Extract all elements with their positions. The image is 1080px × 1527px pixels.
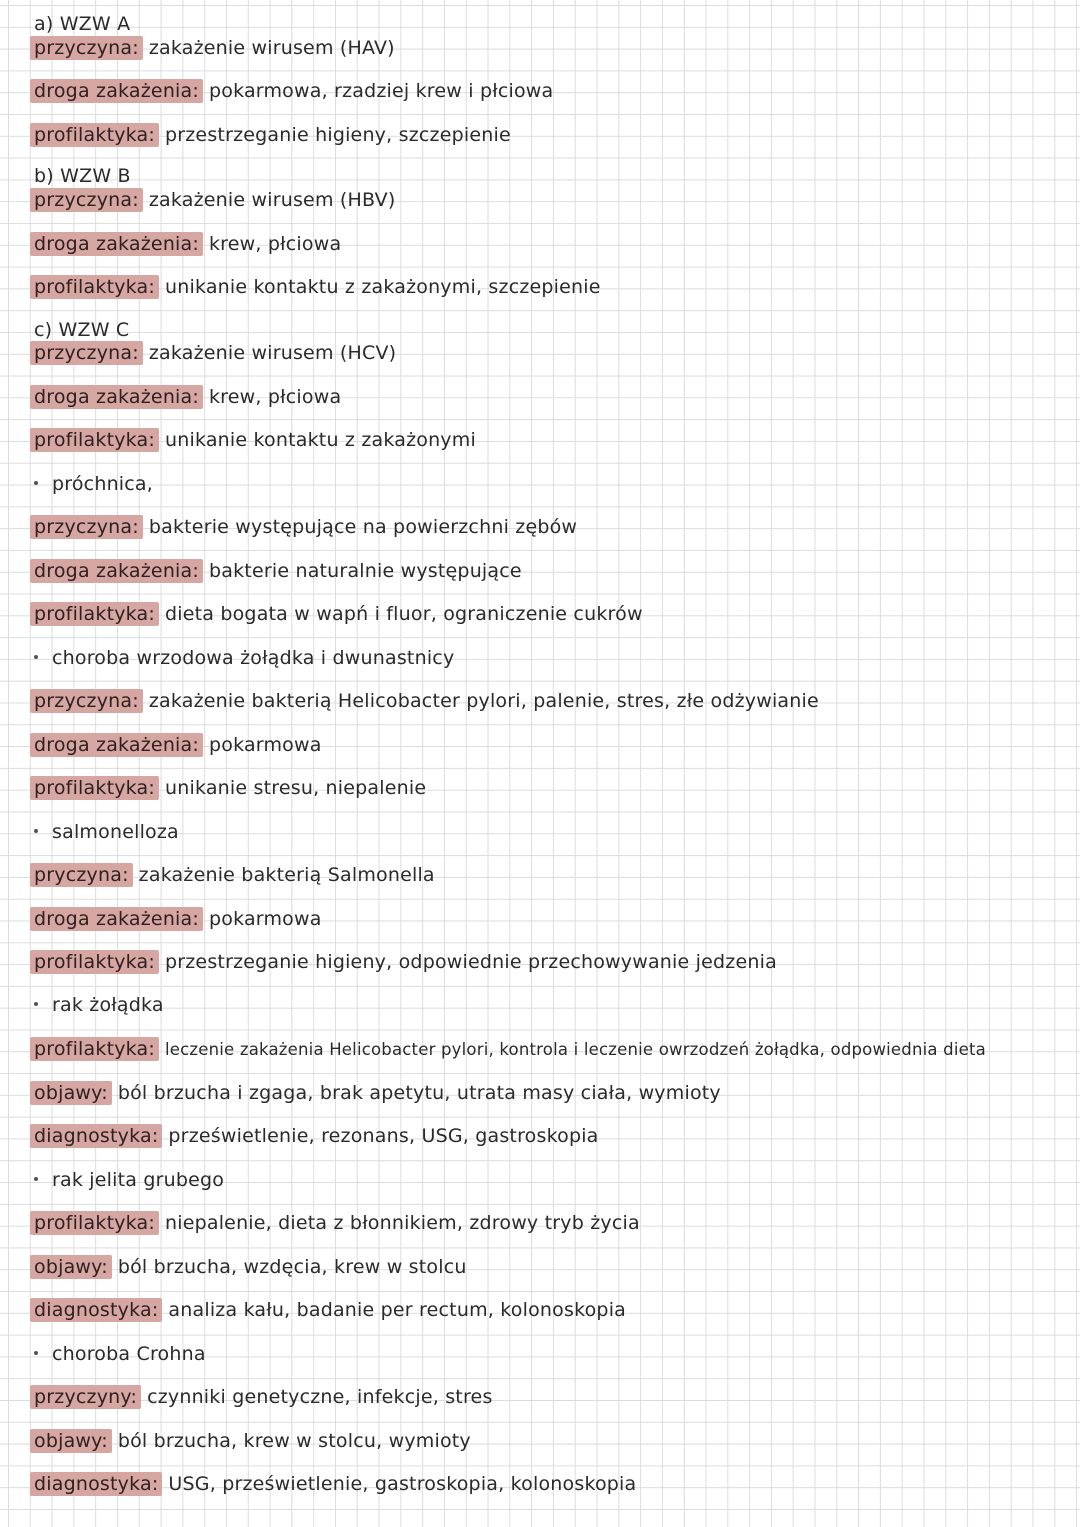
value-text: bakterie naturalnie występujące (208, 560, 522, 582)
value-text: zakażenie wirusem (HBV) (148, 189, 396, 211)
heading-choroba-crohna (30, 1341, 206, 1367)
value-text: ból brzucha i zgaga, brak apetytu, utrata masy ciała, wymioty (117, 1082, 721, 1104)
bullet-title: rak żołądka (52, 994, 164, 1016)
row-przyczyna (30, 35, 395, 61)
row-przyczyna (30, 688, 819, 714)
bullet-title: choroba Crohna (52, 1343, 206, 1365)
row-profilaktyka (30, 274, 601, 300)
value-text: pokarmowa (208, 908, 322, 930)
row-objawy (30, 1080, 721, 1106)
label-profilaktyka: profilaktyka: (30, 1037, 159, 1061)
value-text: zakażenie bakterią Helicobacter pylori, palenie, stres, złe odżywianie (148, 690, 819, 712)
value-text: zakażenie wirusem (HCV) (148, 342, 397, 364)
label-diagnostyka: diagnostyka: (30, 1472, 162, 1496)
label-profilaktyka: profilaktyka: (30, 275, 159, 299)
value-text: USG, prześwietlenie, gastroskopia, kolonoskopia (168, 1473, 637, 1495)
row-droga-zakazenia (30, 78, 553, 104)
value-text: unikanie stresu, niepalenie (164, 777, 427, 799)
value-text: bakterie występujące na powierzchni zębów (148, 516, 578, 538)
label-przyczyny: przyczyny: (30, 1385, 141, 1409)
label-przyczyna: przyczyna: (30, 36, 143, 60)
value-text: unikanie kontaktu z zakażonymi (164, 429, 476, 451)
heading-wzw-c: c) WZW C (34, 319, 130, 341)
label-droga-zakazenia: droga zakażenia: (30, 907, 203, 931)
value-text: zakażenie bakterią Salmonella (138, 864, 435, 886)
label-przyczyna: przyczyna: (30, 689, 143, 713)
label-droga-zakazenia: droga zakażenia: (30, 733, 203, 757)
value-text: krew, płciowa (208, 233, 342, 255)
row-diagnostyka (30, 1471, 636, 1497)
label-przyczyna: pryczyna: (30, 863, 133, 887)
heading-rak-jelita-grubego (30, 1167, 224, 1193)
row-przyczyna (30, 514, 577, 540)
row-profilaktyka (30, 949, 777, 975)
value-text: przestrzeganie higieny, szczepienie (164, 124, 511, 146)
heading-salmonelloza (30, 819, 179, 845)
label-przyczyna: przyczyna: (30, 515, 143, 539)
label-profilaktyka: profilaktyka: (30, 123, 159, 147)
bullet-dot (34, 1177, 38, 1181)
value-text: zakażenie wirusem (HAV) (148, 37, 395, 59)
label-droga-zakazenia: droga zakażenia: (30, 559, 203, 583)
value-text: krew, płciowa (208, 386, 342, 408)
heading-prochnica (30, 471, 153, 497)
label-profilaktyka: profilaktyka: (30, 950, 159, 974)
bullet-dot (34, 1351, 38, 1355)
row-profilaktyka (30, 775, 426, 801)
value-text: analiza kału, badanie per rectum, kolonoskopia (168, 1299, 627, 1321)
label-przyczyna: przyczyna: (30, 188, 143, 212)
label-droga-zakazenia: droga zakażenia: (30, 385, 203, 409)
label-droga-zakazenia: droga zakażenia: (30, 79, 203, 103)
bullet-dot (34, 655, 38, 659)
row-objawy (30, 1428, 471, 1454)
value-text: niepalenie, dieta z błonnikiem, zdrowy tryb życia (164, 1212, 640, 1234)
row-droga-zakazenia (30, 906, 322, 932)
row-diagnostyka (30, 1123, 599, 1149)
bullet-dot (34, 1002, 38, 1006)
label-profilaktyka: profilaktyka: (30, 776, 159, 800)
row-profilaktyka (30, 427, 476, 453)
value-text: leczenie zakażenia Helicobacter pylori, kontrola i leczenie owrzodzeń żołądka, odpowiednia dieta (164, 1040, 986, 1059)
bullet-dot (34, 829, 38, 833)
row-przyczyna (30, 862, 435, 888)
row-profilaktyka (30, 122, 511, 148)
value-text: ból brzucha, wzdęcia, krew w stolcu (117, 1256, 467, 1278)
value-text: pokarmowa, rzadziej krew i płciowa (208, 80, 554, 102)
label-diagnostyka: diagnostyka: (30, 1298, 162, 1322)
row-objawy (30, 1254, 467, 1280)
value-text: ból brzucha, krew w stolcu, wymioty (117, 1430, 471, 1452)
value-text: prześwietlenie, rezonans, USG, gastroskopia (168, 1125, 599, 1147)
value-text: przestrzeganie higieny, odpowiednie przechowywanie jedzenia (164, 951, 777, 973)
row-przyczyna (30, 340, 396, 366)
label-profilaktyka: profilaktyka: (30, 428, 159, 452)
label-objawy: objawy: (30, 1255, 112, 1279)
value-text: czynniki genetyczne, infekcje, stres (147, 1386, 493, 1408)
bullet-title: choroba wrzodowa żołądka i dwunastnicy (52, 647, 455, 669)
label-profilaktyka: profilaktyka: (30, 1211, 159, 1235)
label-profilaktyka: profilaktyka: (30, 602, 159, 626)
label-przyczyna: przyczyna: (30, 341, 143, 365)
row-droga-zakazenia (30, 732, 322, 758)
row-przyczyna (30, 187, 395, 213)
heading-rak-zoladka (30, 992, 164, 1018)
label-objawy: objawy: (30, 1081, 112, 1105)
row-profilaktyka (30, 1210, 640, 1236)
heading-wzw-a: a) WZW A (34, 13, 131, 35)
value-text: pokarmowa (208, 734, 322, 756)
heading-wzw-b: b) WZW B (34, 165, 131, 187)
heading-choroba-wrzodowa (30, 645, 454, 671)
row-diagnostyka (30, 1297, 626, 1323)
label-objawy: objawy: (30, 1429, 112, 1453)
label-droga-zakazenia: droga zakażenia: (30, 232, 203, 256)
label-diagnostyka: diagnostyka: (30, 1124, 162, 1148)
bullet-title: salmonelloza (52, 821, 179, 843)
row-droga-zakazenia (30, 384, 341, 410)
row-droga-zakazenia (30, 231, 341, 257)
value-text: dieta bogata w wapń i fluor, ograniczenie cukrów (164, 603, 643, 625)
row-profilaktyka (30, 601, 643, 627)
row-przyczyny (30, 1384, 493, 1410)
value-text: unikanie kontaktu z zakażonymi, szczepienie (164, 276, 601, 298)
row-profilaktyka (30, 1036, 986, 1063)
row-droga-zakazenia (30, 558, 522, 584)
bullet-dot (34, 481, 38, 485)
bullet-title: rak jelita grubego (52, 1169, 225, 1191)
bullet-title: próchnica, (52, 473, 154, 495)
